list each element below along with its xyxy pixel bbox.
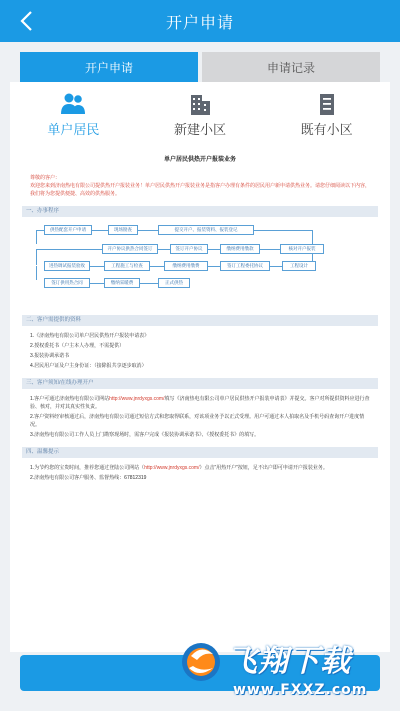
flow-arrow [158,249,170,250]
website-link[interactable]: http://www.jnrdyxgs.com/ [109,396,165,402]
guide-greeting: 尊敬的客户： [30,175,61,181]
user-type-label: 单户居民 [47,123,100,138]
chevron-left-icon [19,10,35,32]
flow-step: 签订开户协议 [170,244,208,254]
process-flowchart [22,223,378,307]
flow-step: 缴纳费用缴款 [220,244,260,254]
flow-arrow [92,230,108,231]
watermark [175,634,390,709]
list-item: 3.济南热电有限公司工作人员上门勘察现场时，需客户完成《报装协调承诺书》、《授权委托书》的填写。 [30,432,260,438]
flow-arrow [208,266,220,267]
flow-arrow [36,249,102,250]
website-link[interactable]: http://www.jnrdyxgs.com/ [144,465,200,471]
user-type-new-community[interactable] [137,88,264,140]
flow-arrow [208,249,220,250]
flow-arrow [36,266,37,280]
flow-step: 缴纳费用缴费 [164,261,208,271]
materials-list [22,332,378,370]
list-item: 2.客户资料经审核通过后，济南热电有限公司通过短信方式和您取得联系，对该项业务予以正式受理。用户可通过本人拍取名及手机号码查询开户进度情况。 [30,414,365,428]
guide-title: 单户居民供热开户报装业务 [163,157,236,163]
building-icon [187,92,213,116]
flow-arrow [312,254,313,261]
flow-step: 正式供热 [158,278,190,288]
user-type-selector [10,88,390,140]
list-item: 3.报装协调承诺书 [30,353,70,359]
flow-arrow [254,230,312,231]
user-type-label: 既有小区 [300,123,353,138]
list-item: 2.济南热电有限公司客户服务、监督热线：67812319 [30,475,147,481]
list-item: 1.《济南热电有限公司单户居民供热开户报装申请表》 [30,333,150,339]
flow-step: 供热配套开户申请 [44,225,92,235]
flow-step: 进热调试报装验收 [44,261,90,271]
section-tips: 四、温馨提示 [22,447,378,458]
text: 1.客户可通过济南热电有限公司网站 [30,396,110,402]
flow-arrow [36,230,37,244]
flow-step: 工程设计 [282,261,316,271]
flow-arrow [260,249,280,250]
building-icon [314,92,340,116]
text: ）点击“用热开户”按钮，足不出户即可申请开户报装业务。 [199,465,328,471]
back-button[interactable] [14,8,40,34]
flow-arrow [140,283,158,284]
section-channels: 三、客户须知/在线办理开户 [22,378,378,389]
flow-step: 签订供用热合同 [44,278,90,288]
flow-arrow [90,266,104,267]
watermark-text: 飞翔下载 [227,644,351,679]
user-type-existing-community[interactable] [263,88,390,140]
flow-step: 缴纳采暖费 [104,278,140,288]
list-item [30,464,374,472]
watermark-logo-icon [179,638,223,684]
person-icon [60,92,86,116]
user-type-label: 新建小区 [174,123,227,138]
flow-step: 提交开户、报装资料、报装登记 [158,225,254,235]
list-item: 4.居民用户证及户主身份证：（接除报共享逐步取消） [30,363,147,369]
tab-apply[interactable]: 开户申请 [20,52,198,82]
page-title: 开户申请 [165,12,234,32]
flow-arrow [270,266,282,267]
nav-bar [0,0,400,42]
tab-records[interactable]: 申请记录 [202,52,380,82]
flow-arrow [90,283,104,284]
tips-list [22,464,378,482]
section-materials: 二、客户需提供的资料 [22,315,378,326]
flow-step: 签订工程委托协议 [220,261,270,271]
text: 填写《济南热电有限公司单户居民供热开户报装申请表》并提交。客户对所提供资料应进行查验、核对，并对其真实性负责。 [30,396,370,410]
watermark-url: www.FXXZ.com [233,682,368,698]
text: 1.为节约您的宝贵时间，推荐您通过登陆公司网站（ [30,465,145,471]
section-process: 一、办事程序 [22,206,378,217]
list-item: 2.授权委托书（户主本人办理，不需提供） [30,343,125,349]
user-type-single-resident[interactable] [10,88,137,140]
content-card [10,82,390,652]
flow-step: 现场勘查 [108,225,138,235]
business-guide [22,152,378,484]
flow-arrow [150,266,164,267]
tab-bar [20,52,380,82]
flow-step: 工程施工与检查 [104,261,150,271]
flow-arrow [36,249,37,265]
flow-arrow [138,230,158,231]
channels-list [22,395,378,439]
flow-arrow [36,230,44,231]
list-item [30,395,374,411]
flow-step: 开户协议供热合同签订 [102,244,158,254]
flow-step: 核对开户报装 [280,244,324,254]
guide-intro: 欢迎您来到济南热电有限公司提供热开户报装业务！单户居民供热开户报装业务是指客户办理有条件的居民用户新申请供热业务。请您仔细阅读以下内容，我们将为您提供便捷、高效的供热服务。 [30,183,371,197]
